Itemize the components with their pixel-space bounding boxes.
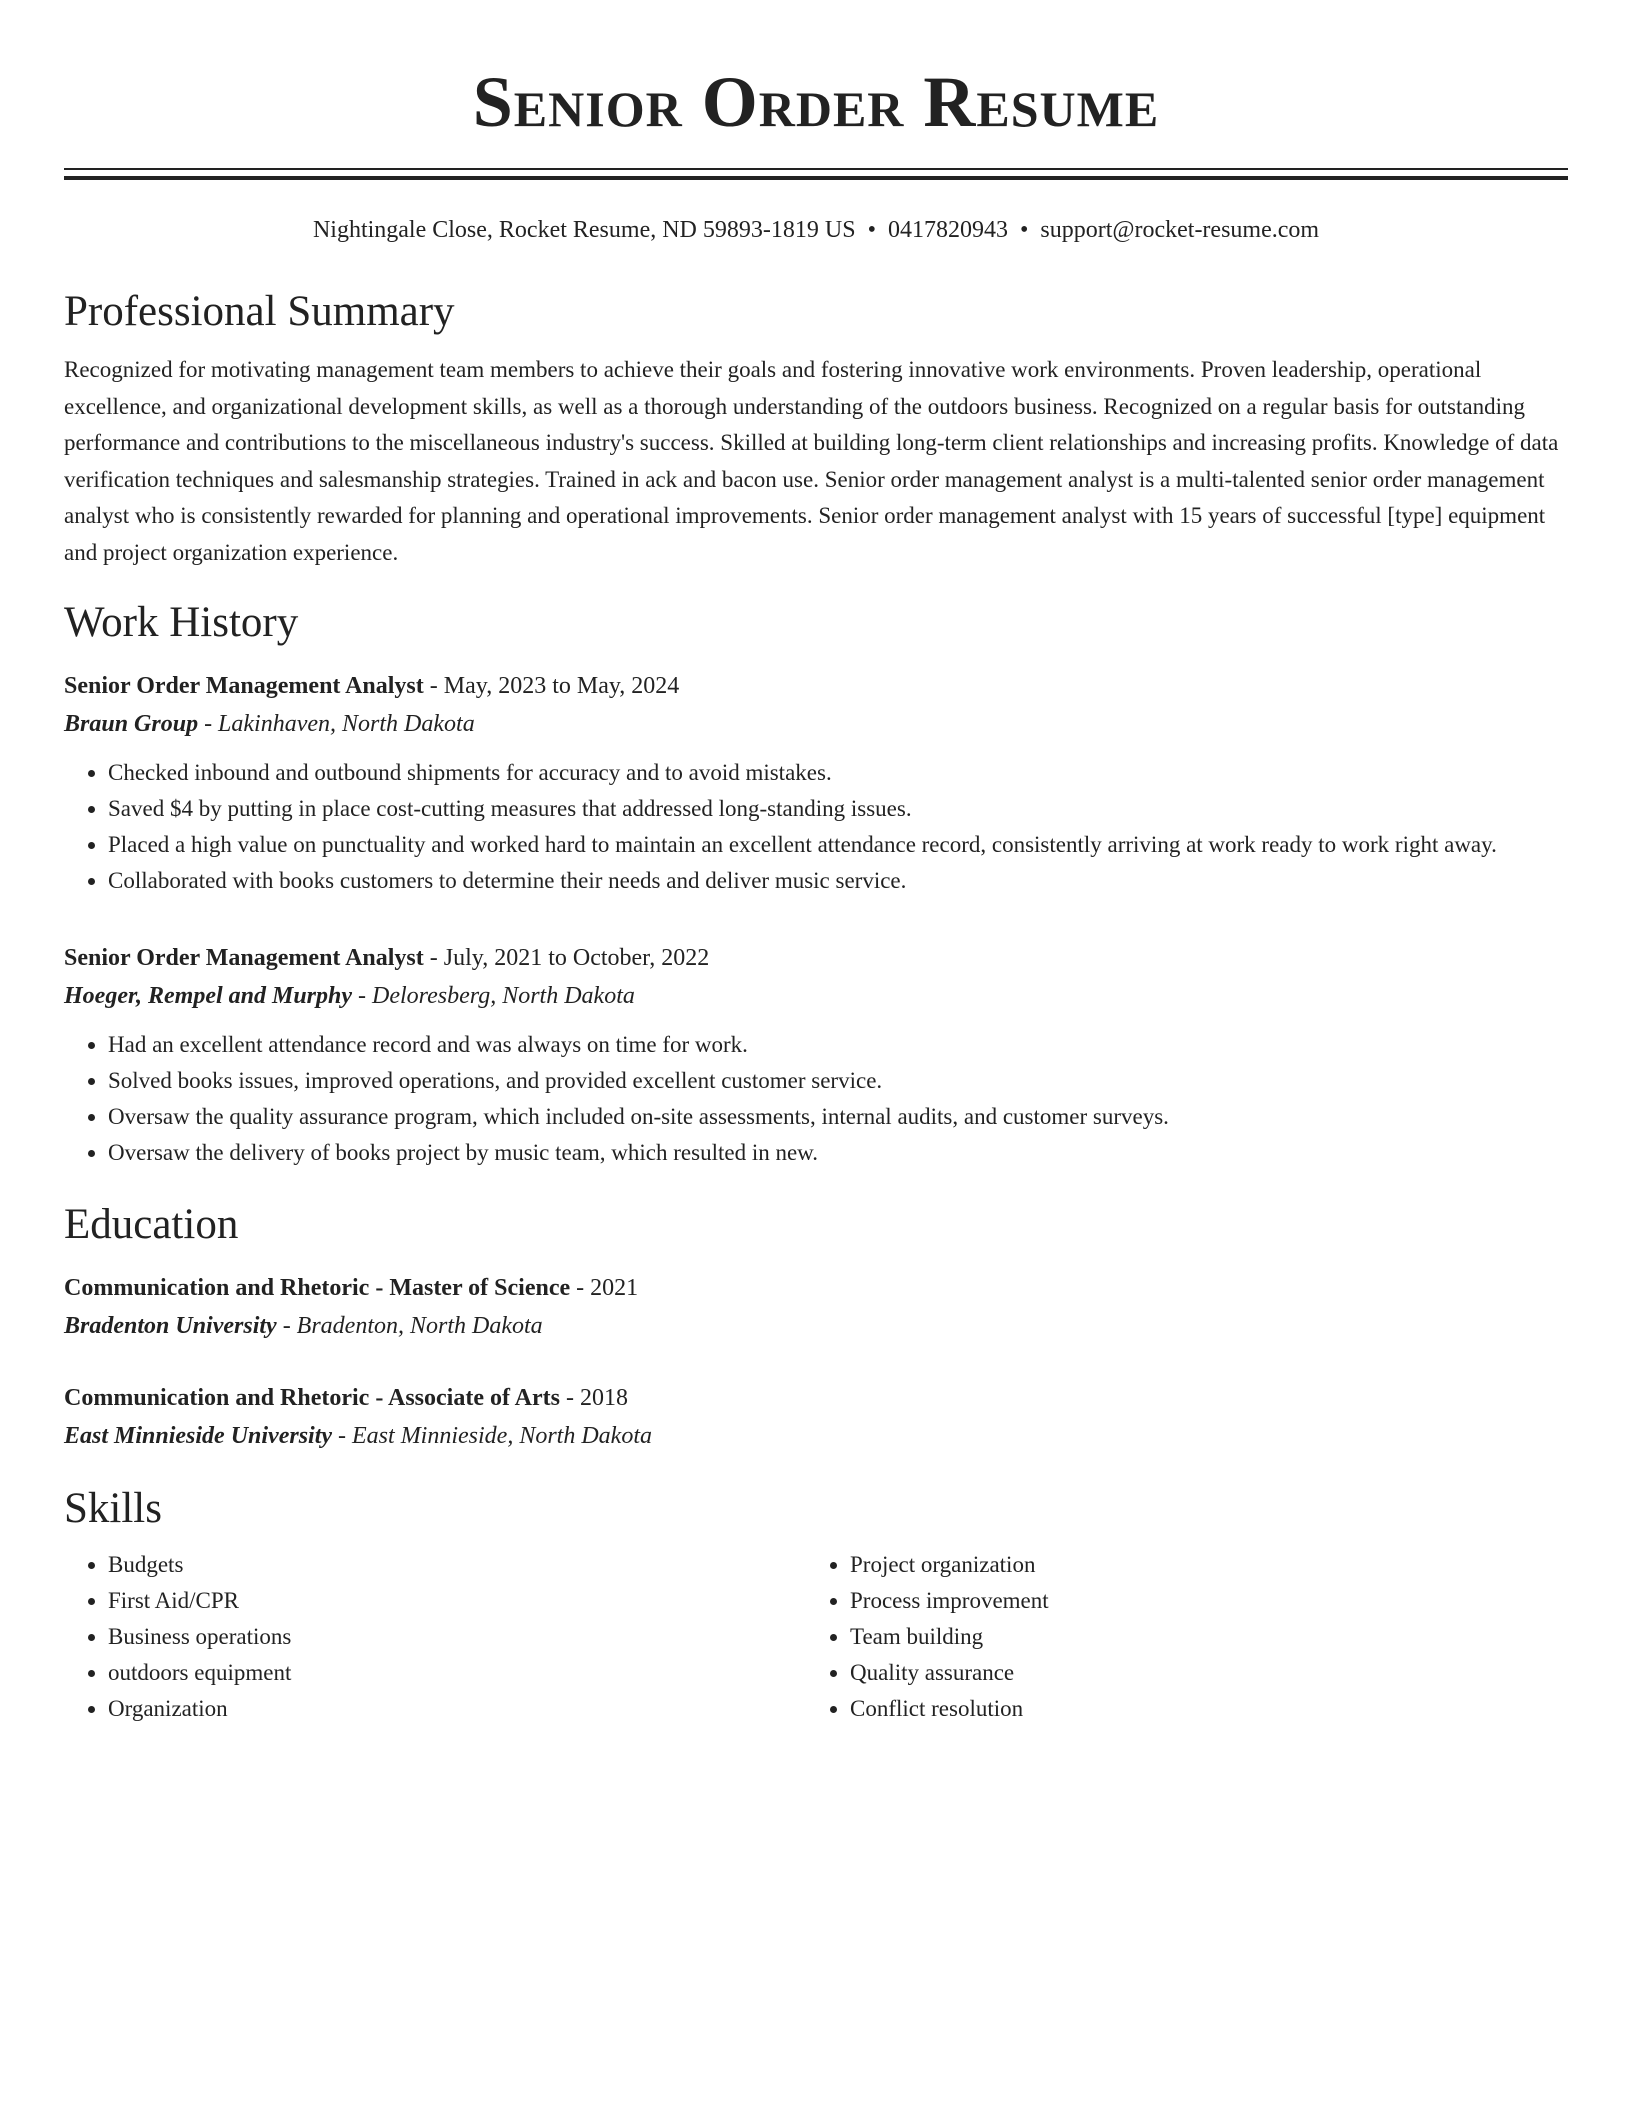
degree-year: - 2021 xyxy=(570,1275,639,1301)
school-location: - East Minnieside, North Dakota xyxy=(332,1423,652,1449)
skill-item: • Budgets xyxy=(108,1547,806,1583)
skill-item: • outdoors equipment xyxy=(108,1655,806,1691)
resume-name: Senior Order Resume xyxy=(472,62,1160,142)
header-divider xyxy=(64,168,1568,180)
job-company-line xyxy=(64,705,1568,743)
degree-line xyxy=(64,1379,1568,1417)
degree-line xyxy=(64,1269,1568,1307)
skill-item: • Team building xyxy=(850,1619,1548,1655)
summary-text: Recognized for motivating management team members to achieve their goals and fostering innovative work environments. Proven leadership, operational excellence, and organizational development skills, as well as a thorough understanding of the outdoors business. Recognized on a regular basis for outstanding performance and contributions to the miscellaneous industry's success. Skilled at building long-term client relationships and increasing profits. Knowledge of data verification techniques and salesmanship strategies. Trained in ack and bacon use. Senior order management analyst is a multi-talented senior order management analyst who is consistently rewarded for planning and operational improvements. Senior order management analyst with 15 years of successful [type] equipment and project organization experience. xyxy=(64,357,1559,565)
skills-columns xyxy=(64,1547,1568,1727)
contact-line xyxy=(64,214,1568,246)
list-item: • Solved books issues, improved operations, and provided excellent customer service. xyxy=(108,1063,1568,1099)
contact-email: support@rocket-resume.com xyxy=(1040,217,1320,243)
contact-separator: • xyxy=(1019,217,1029,243)
list-item: • Had an excellent attendance record and was always on time for work. xyxy=(108,1027,1568,1063)
job-title-line xyxy=(64,939,1568,977)
contact-phone: 0417820943 xyxy=(887,217,1008,243)
degree-year: - 2018 xyxy=(559,1385,628,1411)
job-bullets xyxy=(64,755,1568,899)
list-item: • Saved $4 by putting in place cost-cutting measures that addressed long-standing issues. xyxy=(108,791,1568,827)
contact-address: Nightingale Close, Rocket Resume, ND 59893-1819 US xyxy=(312,217,856,243)
list-item: • Checked inbound and outbound shipments for accuracy and to avoid mistakes. xyxy=(108,755,1568,791)
school-name: Bradenton University xyxy=(64,1313,277,1339)
job-dates: - May, 2023 to May, 2024 xyxy=(423,673,680,699)
job-bullets xyxy=(64,1027,1568,1171)
skill-item: • Process improvement xyxy=(850,1583,1548,1619)
skills-heading: Skills xyxy=(64,1485,162,1532)
skill-item: • Organization xyxy=(108,1691,806,1727)
education-entry xyxy=(64,1379,1568,1455)
resume-page xyxy=(64,0,1568,1727)
school-name: East Minnieside University xyxy=(64,1423,333,1449)
job-company: Braun Group xyxy=(64,711,199,737)
education-entry xyxy=(64,1269,1568,1345)
job-entry xyxy=(64,939,1568,1171)
skills-list-left xyxy=(64,1547,806,1727)
job-location: - Deloresberg, North Dakota xyxy=(352,983,635,1009)
skill-item: • Project organization xyxy=(850,1547,1548,1583)
skill-item: • First Aid/CPR xyxy=(108,1583,806,1619)
list-item: • Collaborated with books customers to determine their needs and deliver music service. xyxy=(108,863,1568,899)
job-title: Senior Order Management Analyst xyxy=(64,945,424,971)
list-item: • Oversaw the quality assurance program, which included on-site assessments, internal audits, and customer surveys. xyxy=(108,1099,1568,1135)
degree-name: Communication and Rhetoric - Associate of Arts xyxy=(64,1385,560,1411)
school-line xyxy=(64,1307,1568,1345)
skill-item: • Conflict resolution xyxy=(850,1691,1548,1727)
degree-name: Communication and Rhetoric - Master of Science xyxy=(64,1275,571,1301)
list-item: • Placed a high value on punctuality and worked hard to maintain an excellent attendance record, consistently arriving at work ready to work right away. xyxy=(108,827,1568,863)
job-title: Senior Order Management Analyst xyxy=(64,673,424,699)
contact-separator: • xyxy=(867,217,876,243)
skill-item: • Quality assurance xyxy=(850,1655,1548,1691)
job-title-line xyxy=(64,667,1568,705)
job-dates: - July, 2021 to October, 2022 xyxy=(423,945,710,971)
job-company-line xyxy=(64,977,1568,1015)
school-location: - Bradenton, North Dakota xyxy=(276,1313,543,1339)
job-entry xyxy=(64,667,1568,899)
work-history-heading: Work History xyxy=(64,599,299,646)
skills-list-right xyxy=(806,1547,1548,1727)
school-line xyxy=(64,1417,1568,1455)
summary-heading: Professional Summary xyxy=(64,288,455,335)
list-item: • Oversaw the delivery of books project by music team, which resulted in new. xyxy=(108,1135,1568,1171)
job-location: - Lakinhaven, North Dakota xyxy=(198,711,475,737)
job-company: Hoeger, Rempel and Murphy xyxy=(64,983,353,1009)
skill-item: • Business operations xyxy=(108,1619,806,1655)
education-heading: Education xyxy=(64,1201,239,1248)
